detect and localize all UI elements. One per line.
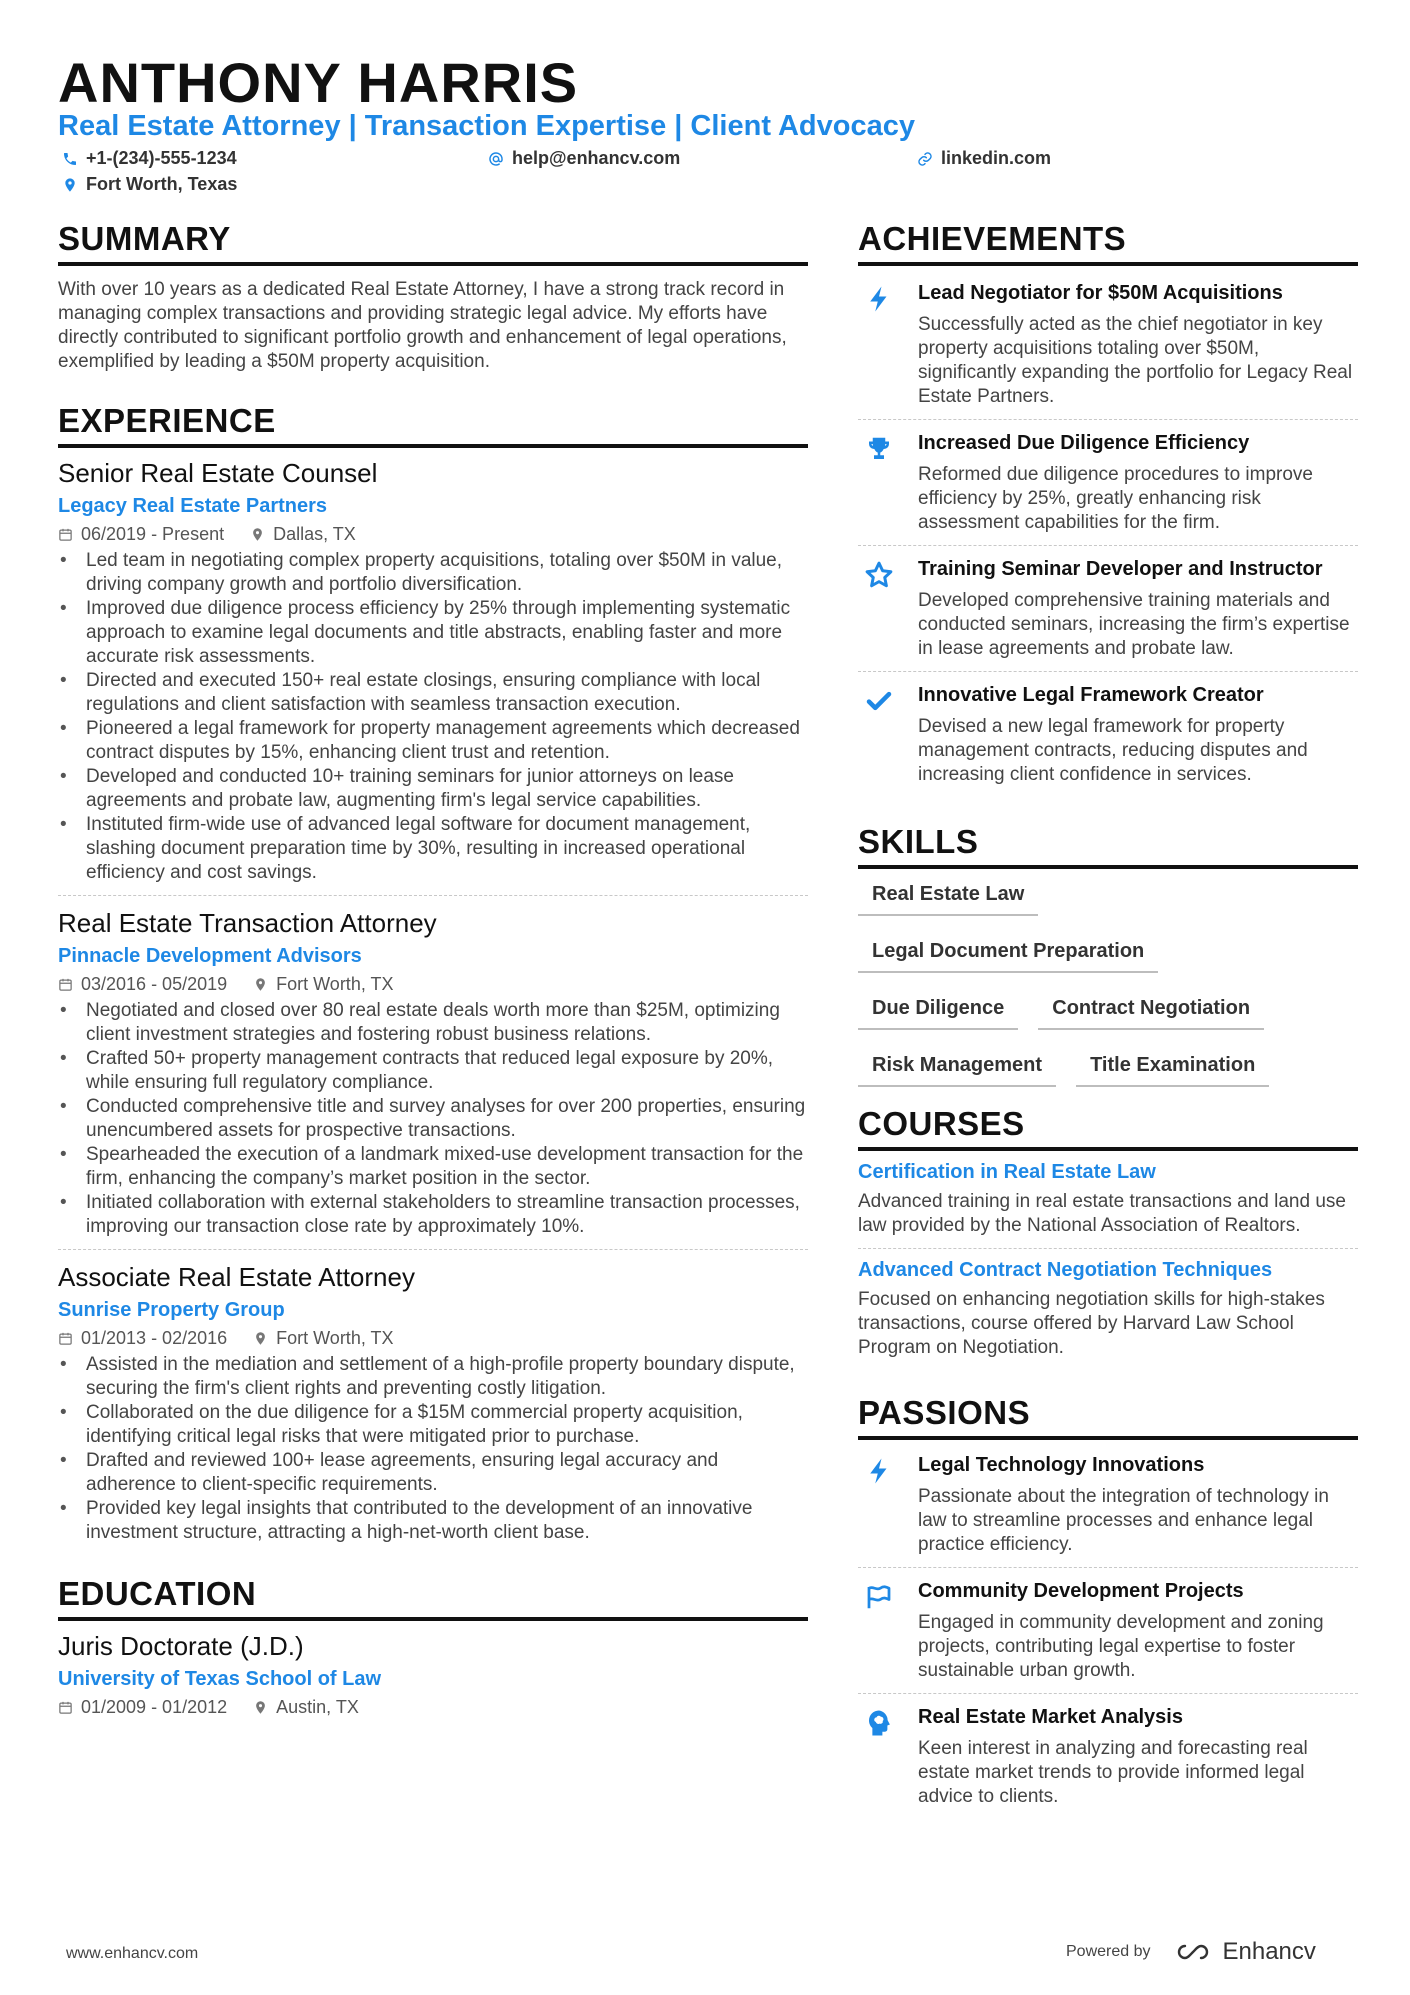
skills-row (858, 991, 1358, 1030)
job-location-text: Dallas, TX (273, 524, 356, 544)
achievement-body (918, 558, 1358, 661)
job-location-text: Fort Worth, TX (276, 974, 394, 994)
job-entry (58, 458, 808, 896)
bullet-item: • Conducted comprehensive title and survey analyses for over 200 properties, ensuring unencumbered assets for prospective transactions. (58, 1095, 808, 1143)
summary-title: SUMMARY (58, 220, 808, 266)
education-location-text: Austin, TX (276, 1697, 359, 1717)
summary-text: With over 10 years as a dedicated Real Estate Attorney, I have a strong track record in managing complex transactions and providing strategic legal advice. My efforts have directly contributed to significant portfolio growth and enhancement of legal operations, exemplified by leading a $50M property acquisition. (58, 279, 787, 372)
map-pin-icon (250, 527, 265, 542)
brand-name: Enhancv (1222, 1938, 1316, 1965)
trophy-icon (864, 434, 894, 464)
course-title: Certification in Real Estate Law (858, 1161, 1156, 1183)
course-item (858, 1259, 1358, 1370)
contact-phone[interactable] (62, 148, 237, 169)
skills-row (858, 877, 1358, 916)
contact-location (62, 174, 237, 195)
bullet-item: • Spearheaded the execution of a landmark mixed-use development transaction for the firm, enhancing the company’s market position in the sector. (58, 1143, 808, 1191)
job-location (253, 974, 393, 995)
passion-title: Real Estate Market Analysis (918, 1706, 1183, 1728)
bullet-item: • Instituted firm-wide use of advanced legal software for document management, slashing document preparation time by 30%, resulting in increased operational efficiency and cost savings. (58, 813, 808, 885)
achievement-text: Successfully acted as the chief negotiator in key property acquisitions totaling over $50M, significantly expanding the portfolio for Legacy Real Estate Partners. (918, 314, 1353, 407)
contact-email[interactable] (488, 148, 680, 169)
achievement-item (858, 684, 1358, 797)
job-dates (58, 974, 227, 995)
candidate-name: ANTHONY HARRIS (58, 51, 579, 114)
skill-tag: Title Examination (1076, 1048, 1269, 1087)
phone-text: +1-(234)-555-1234 (86, 148, 237, 168)
job-entry (58, 1262, 808, 1555)
achievement-title: Training Seminar Developer and Instructor (918, 558, 1323, 580)
brand-logo[interactable] (1171, 1938, 1316, 1966)
left-column (58, 220, 808, 1722)
powered-by-text: Powered by (1066, 1943, 1151, 1960)
bullet-item: • Assisted in the mediation and settlement of a high-profile property boundary dispute, securing the firm's client rights and preventing costly litigation. (58, 1353, 808, 1401)
skill-tag: Risk Management (858, 1048, 1056, 1087)
head-brain-icon (864, 1708, 894, 1738)
achievement-title: Lead Negotiator for $50M Acquisitions (918, 282, 1283, 304)
job-meta (58, 524, 808, 545)
achievement-icon-wrap (858, 282, 900, 409)
experience-title: EXPERIENCE (58, 402, 808, 448)
bullet-item: • Directed and executed 150+ real estate closings, ensuring compliance with local regulations and client satisfaction with seamless transaction execution. (58, 669, 808, 717)
job-dates (58, 1328, 227, 1349)
achievement-item (858, 558, 1358, 672)
map-pin-icon (62, 177, 78, 193)
course-title: Advanced Contract Negotiation Techniques (858, 1259, 1273, 1281)
bullet-item: • Developed and conducted 10+ training seminars for junior attorneys on lease agreements and probate law, augmenting firm's legal service capabilities. (58, 765, 808, 813)
company-name: Legacy Real Estate Partners (58, 495, 328, 517)
right-column (858, 220, 1358, 1831)
job-dates-text: 06/2019 - Present (81, 524, 225, 544)
courses-title: COURSES (858, 1105, 1358, 1151)
phone-icon (62, 151, 78, 167)
lightning-icon (864, 284, 894, 314)
passion-body (918, 1580, 1358, 1683)
achievement-title: Increased Due Diligence Efficiency (918, 432, 1250, 454)
bullet-item: • Collaborated on the due diligence for a $15M commercial property acquisition, identifying critical legal risks that were mitigated prior to purchase. (58, 1401, 808, 1449)
skills-title: SKILLS (858, 823, 1358, 869)
skill-tag: Legal Document Preparation (858, 934, 1158, 973)
job-bullets (58, 999, 808, 1239)
job-dates (58, 524, 224, 545)
passions-title: PASSIONS (858, 1394, 1358, 1440)
course-text: Focused on enhancing negotiation skills for high-stakes transactions, course offered by Harvard Law School Program on Negotiation. (858, 1289, 1325, 1358)
footer-brand (1066, 1938, 1316, 1966)
checkmark-icon (864, 686, 894, 716)
degree: Juris Doctorate (J.D.) (58, 1631, 304, 1661)
passion-item (858, 1580, 1358, 1694)
achievement-text: Developed comprehensive training materials and conducted seminars, increasing the firm’s expertise in lease agreements and probate law. (918, 590, 1350, 659)
enhancv-logo-icon (1171, 1940, 1215, 1964)
lightning-icon (864, 1456, 894, 1486)
summary-section (58, 220, 808, 374)
location-text: Fort Worth, Texas (86, 174, 238, 194)
bullet-item: • Initiated collaboration with external stakeholders to streamline transaction processes, improving our transaction close rate by approximately 10%. (58, 1191, 808, 1239)
bullet-item: • Negotiated and closed over 80 real estate deals worth more than $25M, optimizing client investment strategies and fostering robust business relations. (58, 999, 808, 1047)
job-location (250, 524, 356, 545)
skill-tag: Real Estate Law (858, 877, 1038, 916)
calendar-icon (58, 1331, 73, 1346)
flag-icon (864, 1582, 894, 1612)
achievement-text: Devised a new legal framework for property management contracts, reducing disputes and increasing client confidence in services. (918, 716, 1308, 785)
bullet-item: • Improved due diligence process efficiency by 25% through implementing systematic approach to examine legal documents and title abstracts, enabling faster and more accurate risk assessments. (58, 597, 808, 669)
job-meta (58, 974, 808, 995)
achievements-section (858, 220, 1358, 797)
linkedin-text: linkedin.com (941, 148, 1052, 168)
email-text: help@enhancv.com (512, 148, 681, 168)
skills-section (858, 823, 1358, 1087)
passion-text: Keen interest in analyzing and forecasting real estate market trends to provide informed legal advice to clients. (918, 1738, 1308, 1807)
job-bullets (58, 1353, 808, 1545)
passion-title: Community Development Projects (918, 1580, 1244, 1602)
achievement-title: Innovative Legal Framework Creator (918, 684, 1264, 706)
job-bullets (58, 549, 808, 885)
achievement-text: Reformed due diligence procedures to improve efficiency by 25%, greatly enhancing risk assessment capabilities for the firm. (918, 464, 1313, 533)
school-name: University of Texas School of Law (58, 1668, 382, 1690)
passion-item (858, 1706, 1358, 1819)
passion-title: Legal Technology Innovations (918, 1454, 1205, 1476)
passions-section (858, 1394, 1358, 1819)
skill-tag: Due Diligence (858, 991, 1018, 1030)
achievement-icon-wrap (858, 432, 900, 535)
calendar-icon (58, 977, 73, 992)
calendar-icon (58, 1700, 73, 1715)
passion-item (858, 1454, 1358, 1568)
skills-row (858, 1048, 1358, 1087)
job-dates-text: 01/2013 - 02/2016 (81, 1328, 228, 1348)
calendar-icon (58, 527, 73, 542)
job-location-text: Fort Worth, TX (276, 1328, 394, 1348)
education-dates (58, 1697, 227, 1718)
job-title: Associate Real Estate Attorney (58, 1262, 415, 1292)
headline: Real Estate Attorney | Transaction Expertise | Client Advocacy (58, 110, 915, 142)
job-entry (58, 908, 808, 1250)
achievements-title: ACHIEVEMENTS (858, 220, 1358, 266)
achievement-item (858, 282, 1358, 420)
passion-icon-wrap (858, 1706, 900, 1809)
education-location (253, 1697, 359, 1718)
education-title: EDUCATION (58, 1575, 808, 1621)
job-location (253, 1328, 393, 1349)
contact-linkedin[interactable] (917, 148, 1051, 169)
passion-text: Engaged in community development and zoning projects, contributing legal expertise to foster sustainable urban growth. (918, 1612, 1324, 1681)
footer-website[interactable]: www.enhancv.com (66, 1945, 199, 1962)
achievement-body (918, 684, 1358, 787)
education-section (58, 1575, 808, 1718)
bullet-item: • Provided key legal insights that contributed to the development of an innovative investment structure, attracting a high-net-worth client base. (58, 1497, 808, 1545)
passion-body (918, 1706, 1358, 1809)
job-title: Senior Real Estate Counsel (58, 458, 378, 488)
education-meta (58, 1697, 808, 1718)
courses-section (858, 1105, 1358, 1370)
achievement-body (918, 282, 1358, 409)
bullet-item: • Crafted 50+ property management contracts that reduced legal exposure by 20%, while ensuring full regulatory compliance. (58, 1047, 808, 1095)
passion-body (918, 1454, 1358, 1557)
company-name: Sunrise Property Group (58, 1299, 285, 1321)
link-icon (917, 151, 933, 167)
map-pin-icon (253, 977, 268, 992)
achievement-icon-wrap (858, 558, 900, 661)
star-icon (864, 560, 894, 590)
job-meta (58, 1328, 808, 1349)
skills-row (858, 934, 1358, 973)
education-dates-text: 01/2009 - 01/2012 (81, 1697, 228, 1717)
at-icon (488, 151, 504, 167)
map-pin-icon (253, 1331, 268, 1346)
course-item (858, 1161, 1358, 1249)
course-text: Advanced training in real estate transactions and land use law provided by the National Association of Realtors. (858, 1191, 1346, 1236)
job-title: Real Estate Transaction Attorney (58, 908, 437, 938)
achievement-icon-wrap (858, 684, 900, 787)
experience-section (58, 402, 808, 1555)
passion-icon-wrap (858, 1454, 900, 1557)
bullet-item: • Led team in negotiating complex property acquisitions, totaling over $50M in value, driving company growth and portfolio diversification. (58, 549, 808, 597)
achievement-item (858, 432, 1358, 546)
bullet-item: • Pioneered a legal framework for property management agreements which decreased contract disputes by 15%, enhancing client trust and retention. (58, 717, 808, 765)
passion-text: Passionate about the integration of technology in law to streamline processes and enhance legal practice efficiency. (918, 1486, 1329, 1555)
achievement-body (918, 432, 1358, 535)
company-name: Pinnacle Development Advisors (58, 945, 362, 967)
passion-icon-wrap (858, 1580, 900, 1683)
skill-tag: Contract Negotiation (1038, 991, 1264, 1030)
map-pin-icon (253, 1700, 268, 1715)
job-dates-text: 03/2016 - 05/2019 (81, 974, 228, 994)
bullet-item: • Drafted and reviewed 100+ lease agreements, ensuring legal accuracy and adherence to client-specific requirements. (58, 1449, 808, 1497)
